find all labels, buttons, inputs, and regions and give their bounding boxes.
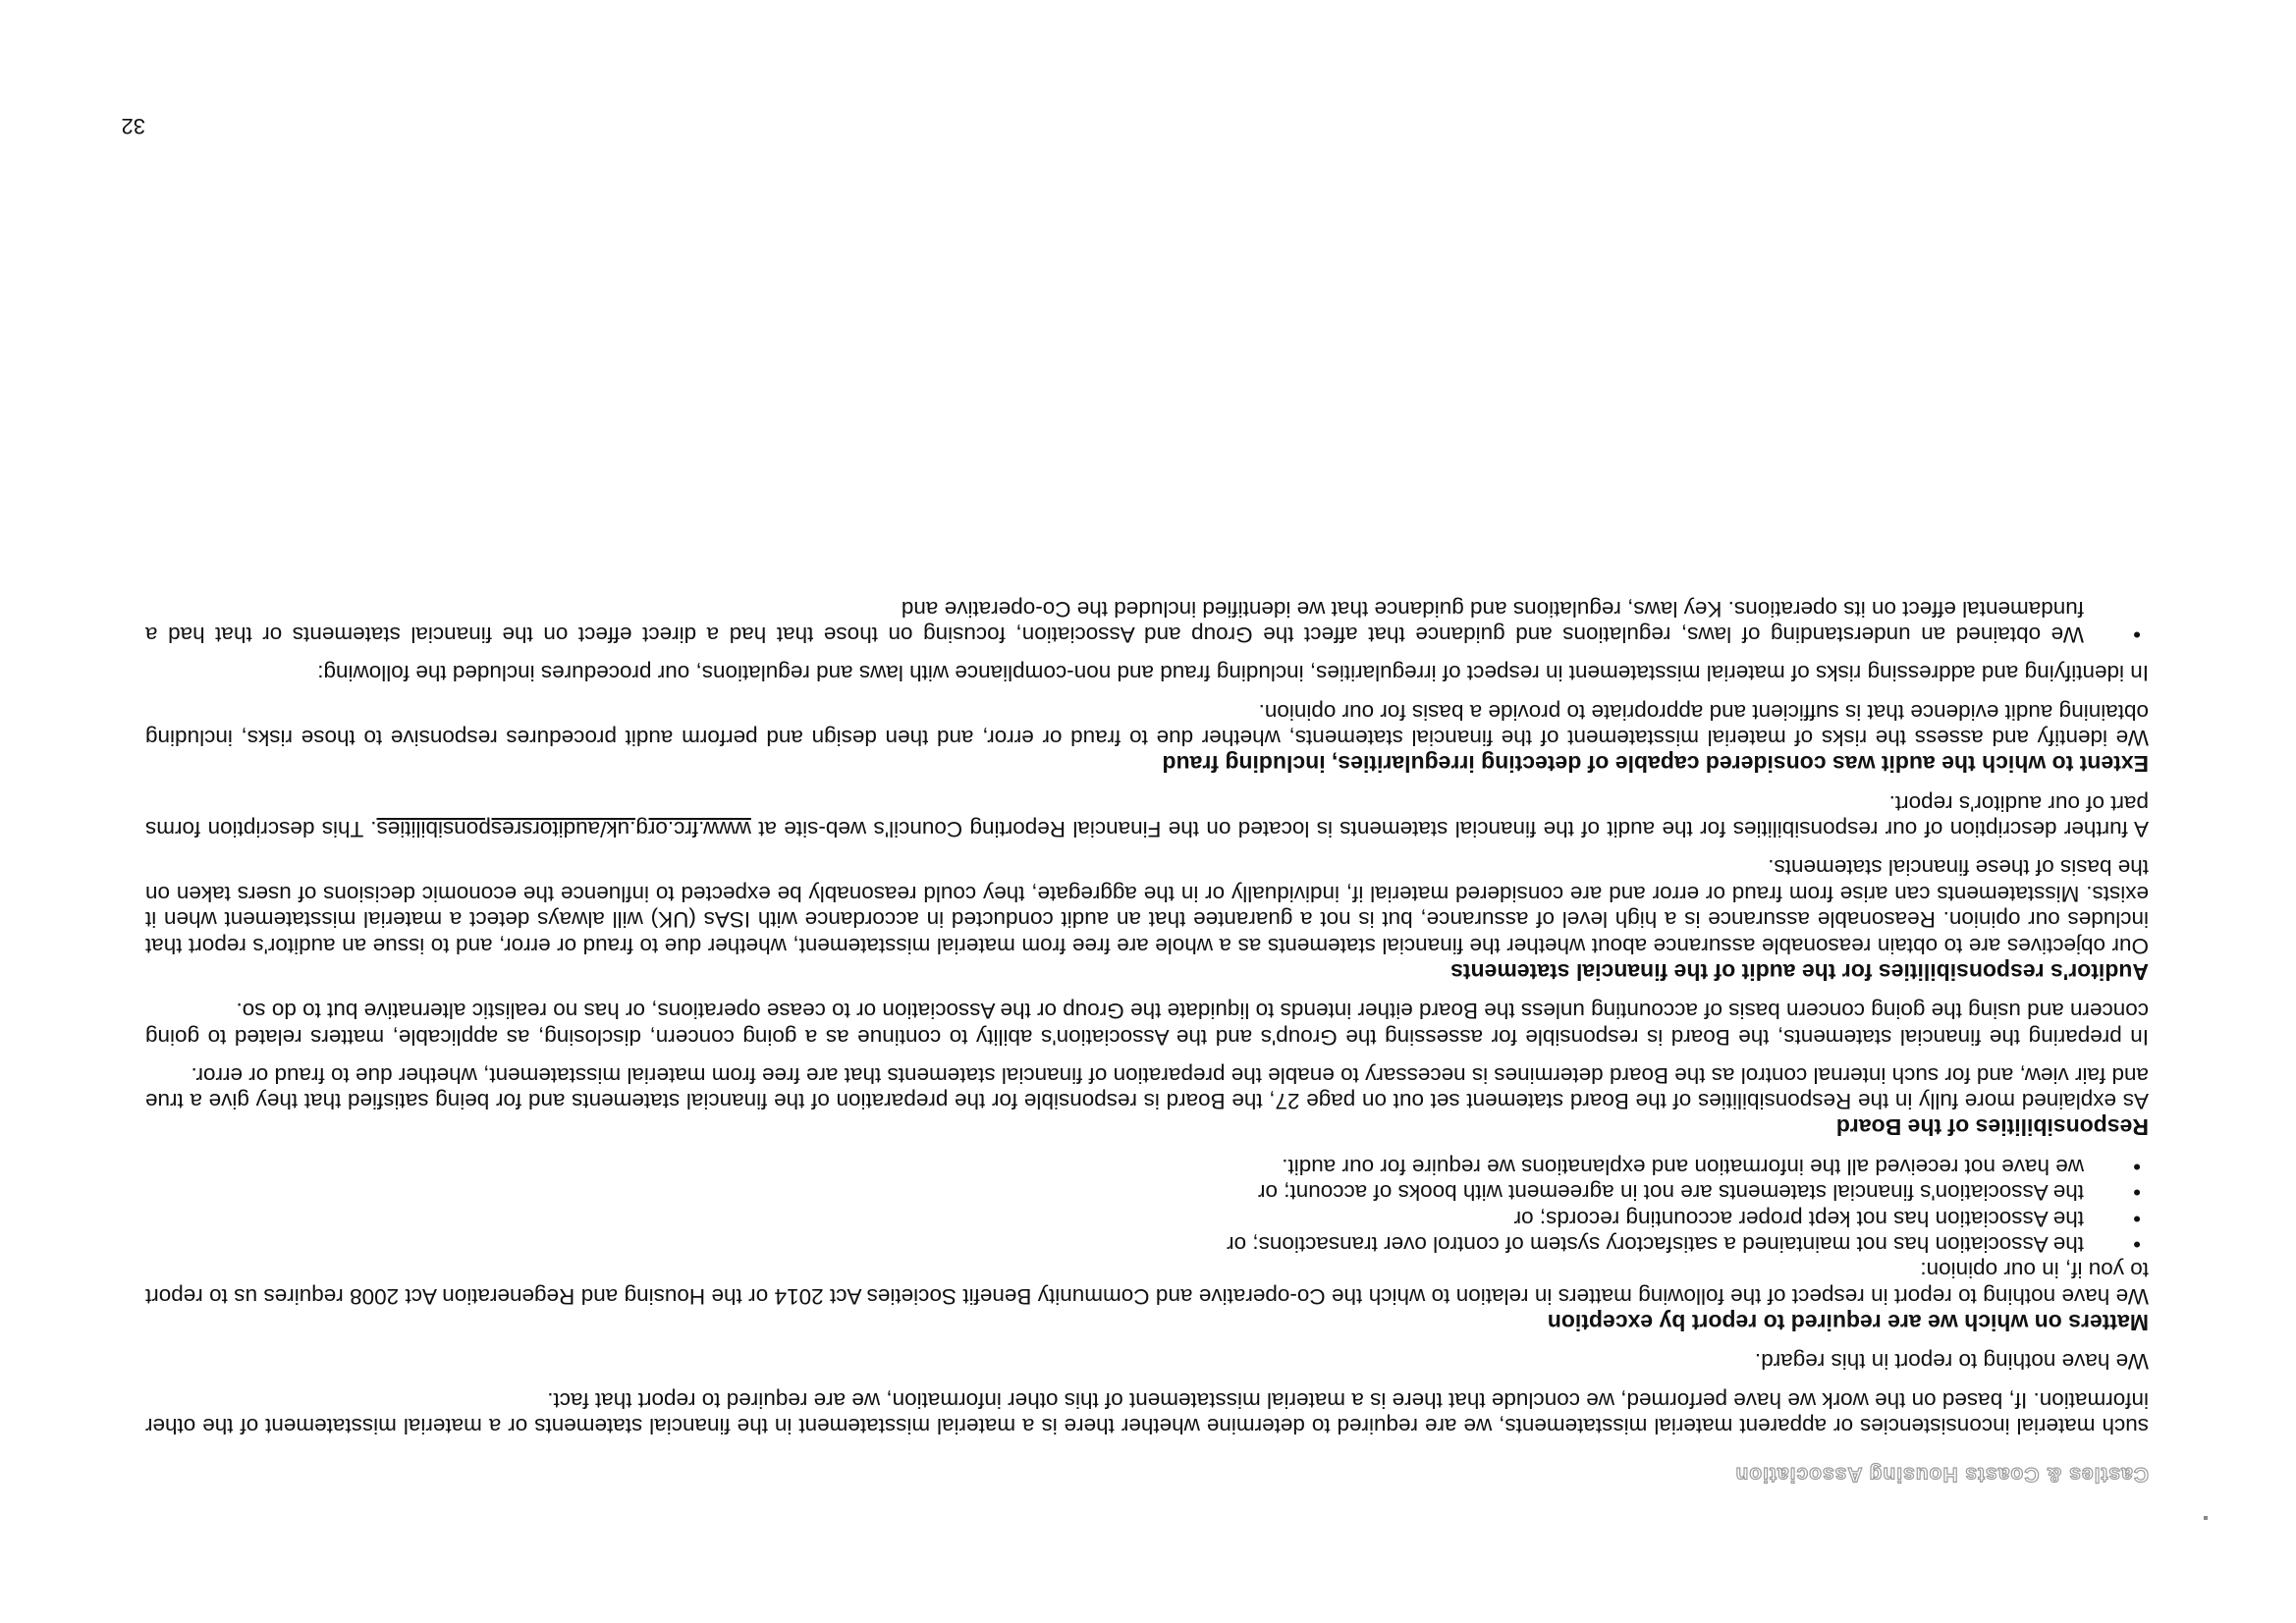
board-paragraph-1: As explained more fully in the Responsibilities of the Board statement set out on page 27, the Board is responsible for the preparation of the financial statements and for being satisfied that they give a true and fair view, and for such internal control as the Board determines is necessary to enable the preparation of financial statements that are free from material misstatement, whether due to fraud or error. bbox=[145, 1062, 2149, 1114]
frc-link[interactable]: www.frc.org.uk/auditorsresponsibilities bbox=[376, 817, 751, 842]
board-heading: Responsibilities of the Board bbox=[1835, 1114, 2149, 1141]
list-item: • we have not received all the information and explanations we require for our audit. bbox=[1282, 1154, 2141, 1179]
board-paragraph-2: In preparing the financial statements, the Board is responsible for assessing the Group's and the Association's ability to continue as a going concern, disclosing, as applicable, matters related to going concern and using the going concern basis of accounting unless the Board either intends to liquidate the Group or the Association or to cease operations, or has no realistic alternative but to do so. bbox=[145, 999, 2149, 1050]
bullet-icon: • bbox=[2133, 1231, 2141, 1257]
scan-mark bbox=[2204, 1516, 2208, 1520]
list-item: • the Association has not maintained a satisfactory system of control over transactions; or bbox=[1227, 1231, 2141, 1257]
list-item: • We obtained an understanding of laws, regulations and guidance that affect the Group and Association, focusing on those that had a direct effect on the financial statements or that had a fundamental effect on its operations. Key laws, regulations and guidance that we identified included the Co-operative and bbox=[145, 596, 2141, 648]
auditor-paragraph-2: A further description of our responsibilities for the audit of the financial statements is located on the Financial Reporting Council's web-site at www.frc.org.uk/auditorsresponsibilities. This description forms part of our auditor's report. bbox=[145, 790, 2149, 842]
auditor-paragraph-1: Our objectives are to obtain reasonable assurance about whether the financial statements as a whole are free from material misstatement, whether due to fraud or error, and to issue an auditor's report that includes our opinion. Reasonable assurance is a high level of assurance, but is not a guarantee that an audit conducted in accordance with ISAs (UK) will always detect a material misstatement when it exists. Misstatements can arise from fraud or error and are considered material if, individually or in the aggregate, they could reasonably be expected to influence the economic decisions of users taken on the basis of these financial statements. bbox=[145, 855, 2149, 958]
exception-intro: We have nothing to report in respect of the following matters in relation to which the Co-operative and Community Benefit Societies Act 2014 or the Housing and Regeneration Act 2008 requires us to report to you if, in our opinion: bbox=[145, 1258, 2149, 1309]
bullet-icon: • bbox=[2133, 622, 2141, 648]
bullet-icon: • bbox=[2133, 1206, 2141, 1231]
exception-list bbox=[145, 1153, 2149, 1257]
fraud-paragraph-2: In identifying and addressing risks of material misstatement in respect of irregularities, including fraud and non-compliance with laws and regulations, our procedures included the following: bbox=[317, 661, 2149, 686]
bullet-icon: • bbox=[2133, 1154, 2141, 1179]
exception-heading: Matters on which we are required to report by exception bbox=[1547, 1309, 2149, 1335]
bullet-icon: • bbox=[2133, 1180, 2141, 1206]
organisation-header: Castles & Coasts Housing Association bbox=[1734, 1463, 2149, 1486]
other-info-paragraph: such material inconsistencies or apparent material misstatements, we are required to determine whether there is a material misstatement in the financial statements or a material misstatement of the other information. If, based on the work we have performed, we conclude that there is a material misstatement of this other information, we are required to report that fact. bbox=[145, 1387, 2149, 1438]
fraud-list bbox=[145, 595, 2149, 647]
fraud-heading: Extent to which the audit was considered capable of detecting irregularities, including fraud bbox=[1162, 751, 2149, 778]
list-item: • the Association's financial statements are not in agreement with books of account; or bbox=[1257, 1180, 2141, 1206]
nothing-to-report-paragraph: We have nothing to report in this regard. bbox=[1754, 1349, 2149, 1375]
list-item: • the Association has not kept proper accounting records; or bbox=[1513, 1206, 2141, 1231]
page-number: 32 bbox=[121, 114, 145, 138]
report-body bbox=[145, 582, 2149, 1438]
auditor-heading: Auditor's responsibilities for the audit of the financial statements bbox=[1450, 958, 2149, 985]
fraud-paragraph-1: We identify and assess the risks of material misstatement of the financial statements, whether due to fraud or error, and then design and perform audit procedures responsive to those risks, including obtaining audit evidence that is sufficient and appropriate to provide a basis for our opinion. bbox=[145, 699, 2149, 751]
